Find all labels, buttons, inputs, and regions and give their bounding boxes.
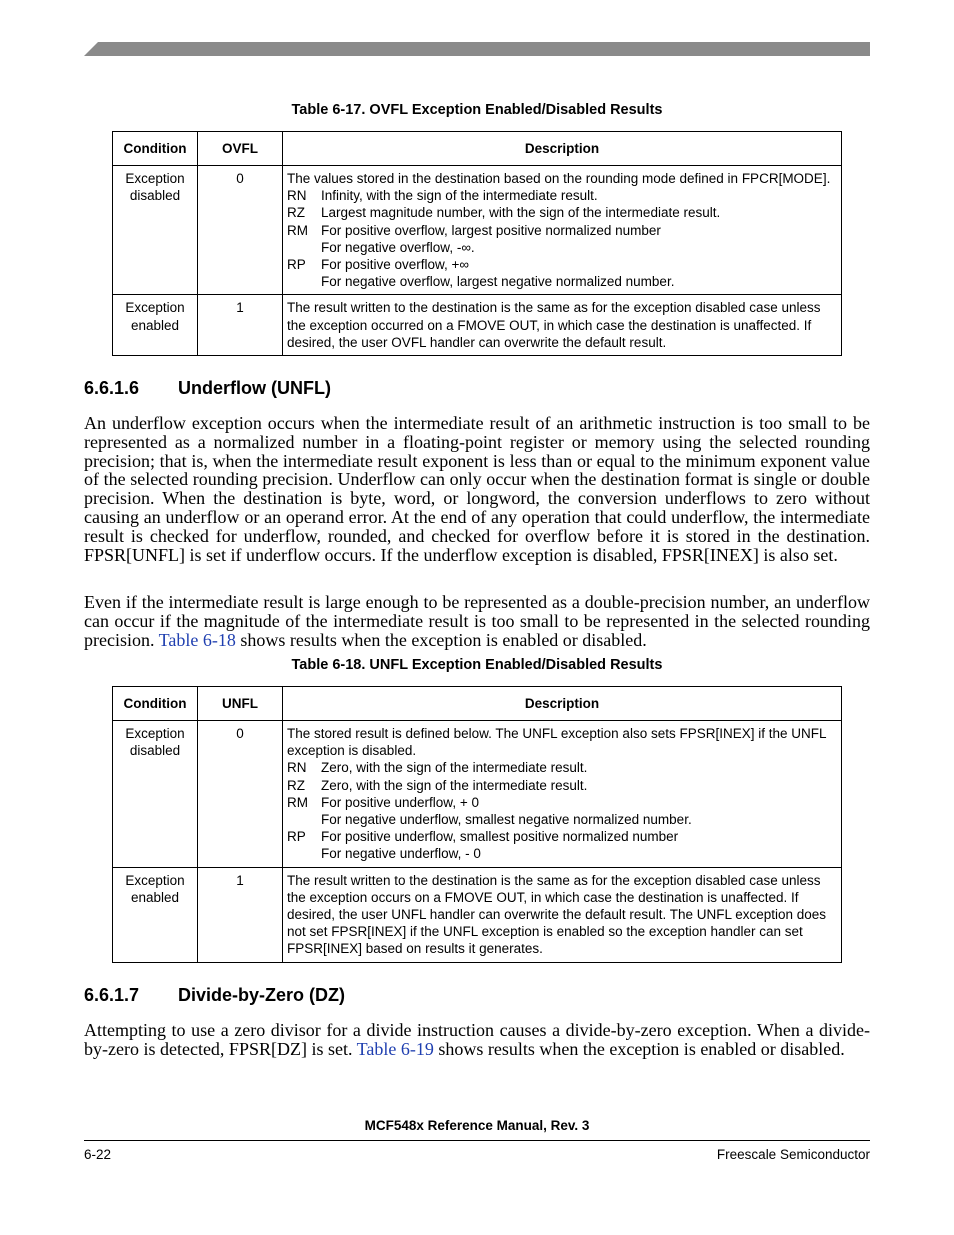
mode-text: Zero, with the sign of the intermediate result. <box>321 777 588 793</box>
mode-key: RZ <box>287 777 305 793</box>
table-row <box>113 721 842 868</box>
footer-company: Freescale Semiconductor <box>716 1147 870 1162</box>
mode-row-rn <box>287 759 837 776</box>
table-6-18-link[interactable]: Table 6-18 <box>158 629 236 650</box>
mode-text: Infinity, with the sign of the intermediate result. <box>321 188 598 204</box>
condition-line: disabled <box>129 743 181 759</box>
description-cell <box>283 166 842 295</box>
description-intro: The values stored in the destination based on the rounding mode defined in FPCR[MODE]. <box>287 171 831 186</box>
mode-subtext: For negative overflow, -∞. <box>321 239 475 255</box>
mode-row-rp <box>287 256 837 273</box>
value-cell: 0 <box>198 721 283 868</box>
mode-subtext: For negative underflow, - 0 <box>321 846 481 862</box>
paragraph-underflow-intro: An underflow exception occurs when the intermediate result of an arithmetic instruction is too small to be represented as a normalized number in a floating-point register or memory using the selected rounding precision; that is, when the intermediate result exponent is less than or equal to the minimum exponent value of the selected rounding precision. Underflow can only occur when the destination format is single or double precision. When the destination is byte, word, or longword, the conversion underflows to zero without causing an underflow or an operand error. At the end of any operation that could underflow, the intermediate result is checked for underflow, rounded, and checked for overflow before it is stored in the destination. FPSR[UNFL] is set if underflow occurs. If the underflow exception is disabled, FPSR[INEX] is also set. <box>84 413 870 565</box>
header-description: Description <box>283 687 842 721</box>
mode-text: For positive underflow, + 0 <box>321 794 479 810</box>
condition-cell <box>113 867 198 962</box>
condition-line: Exception <box>125 300 185 316</box>
description-cell: The result written to the destination is the same as for the exception disabled case unless the exception occurred on a FMOVE OUT, in which case the destination is unaffected. If desired, the user OVFL handler can overwrite the default result. <box>283 295 842 356</box>
table-row <box>113 166 842 295</box>
value-cell: 0 <box>198 166 283 295</box>
condition-line: enabled <box>130 889 180 905</box>
footer-divider <box>84 1140 870 1141</box>
paragraph-text: shows results when the exception is enabled or disabled. <box>433 1038 845 1059</box>
mode-row-rm <box>287 794 837 811</box>
mode-text: Zero, with the sign of the intermediate result. <box>321 760 588 776</box>
section-title: Underflow (UNFL) <box>178 378 331 398</box>
unfl-results-table <box>112 686 842 963</box>
table-6-17-caption: Table 6-17. OVFL Exception Enabled/Disabled Results <box>291 102 663 118</box>
value-cell: 1 <box>198 295 283 356</box>
header-bar-shape <box>84 42 870 56</box>
mode-key: RM <box>287 222 308 238</box>
condition-line: Exception <box>125 872 185 888</box>
mode-key: RP <box>287 257 306 273</box>
mode-key: RN <box>287 188 307 204</box>
paragraph-text: Attempting to use a zero divisor for a divide instruction causes a divide-by-zero exception. When a divide-by-zero is detected, FPSR[DZ] is set. <box>84 1020 870 1059</box>
condition-line: disabled <box>129 188 181 204</box>
ovfl-results-table <box>112 131 842 356</box>
paragraph-text: Even if the intermediate result is large enough to be represented as a double-precision number, an underflow can occur if the magnitude of the intermediate result is too small to be represented in the selected rounding precision. <box>84 592 870 650</box>
description-cell <box>283 721 842 868</box>
header-ovfl: OVFL <box>198 132 283 166</box>
mode-subtext: For negative overflow, largest negative normalized number. <box>321 274 675 290</box>
table-header-row <box>113 687 842 721</box>
condition-line: enabled <box>130 317 180 333</box>
description-cell: The result written to the destination is the same as for the exception disabled case unless the exception occurs on a FMOVE OUT, in which case the destination is unaffected. If desired, the user UNFL handler can overwrite the default result. The UNFL exception does not set FPSR[INEX] if the UNFL exception is enabled so the exception handler can set FPSR[INEX] based on results it generates. <box>283 867 842 962</box>
footer-page-number: 6-22 <box>84 1147 112 1162</box>
value-cell: 1 <box>198 867 283 962</box>
paragraph-divide-by-zero <box>84 1021 870 1059</box>
condition-line: Exception <box>125 171 185 186</box>
section-title: Divide-by-Zero (DZ) <box>178 985 346 1005</box>
paragraph-text: shows results when the exception is enabled or disabled. <box>235 629 647 650</box>
mode-text: Largest magnitude number, with the sign of the intermediate result. <box>321 205 721 221</box>
table-6-19-link[interactable]: Table 6-19 <box>356 1038 434 1059</box>
header-description: Description <box>283 132 842 166</box>
mode-row-rz <box>287 777 837 794</box>
mode-row-rz <box>287 204 837 221</box>
mode-row-rp <box>287 828 837 845</box>
header-unfl: UNFL <box>198 687 283 721</box>
header-condition: Condition <box>113 132 198 166</box>
condition-cell <box>113 166 198 295</box>
header-condition: Condition <box>113 687 198 721</box>
table-6-18-caption: Table 6-18. UNFL Exception Enabled/Disabled Results <box>291 657 663 673</box>
mode-key: RN <box>287 760 307 776</box>
table-row <box>113 295 842 356</box>
paragraph-underflow-precision <box>84 593 870 649</box>
mode-subtext: For negative underflow, smallest negative normalized number. <box>321 812 692 828</box>
mode-text: For positive overflow, largest positive normalized number <box>321 222 661 238</box>
mode-key: RP <box>287 829 306 845</box>
footer-manual-title: MCF548x Reference Manual, Rev. 3 <box>364 1118 590 1133</box>
section-number: 6.6.1.6 <box>84 378 140 398</box>
section-heading-unfl <box>84 378 331 399</box>
table-row <box>113 867 842 962</box>
table-header-row <box>113 132 842 166</box>
section-number: 6.6.1.7 <box>84 985 140 1005</box>
mode-key: RZ <box>287 205 305 221</box>
mode-text: For positive underflow, smallest positive normalized number <box>321 829 679 845</box>
mode-text: For positive overflow, +∞ <box>321 257 470 273</box>
mode-row-rn <box>287 187 837 204</box>
condition-line: Exception <box>125 726 185 741</box>
description-intro: The stored result is defined below. The UNFL exception also sets FPSR[INEX] if the UNFL exception is disabled. <box>287 726 826 759</box>
condition-cell <box>113 721 198 868</box>
mode-key: RM <box>287 794 308 810</box>
mode-row-rm <box>287 222 837 239</box>
section-heading-dz <box>84 985 345 1006</box>
condition-cell <box>113 295 198 356</box>
header-bar <box>84 42 870 56</box>
